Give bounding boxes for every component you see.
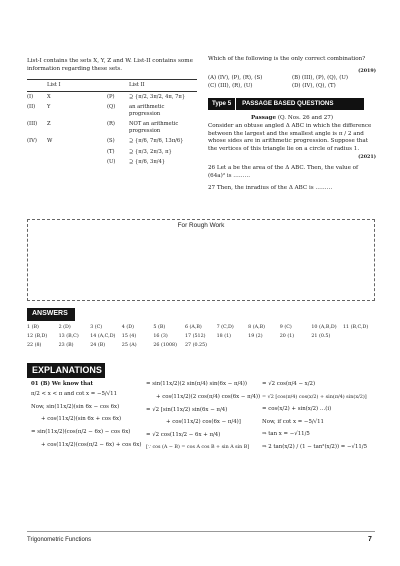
answer-item: 1 (B) [27,324,39,330]
list-problem-intro: List-I contains the sets X, Y, Z and W. List-II contains some information regarding these sets. [27,58,193,72]
list-table-cell: ⊇ {π/2, 3π/2, 4π, 7π} [129,93,186,100]
answers-grid [27,323,375,350]
answer-item: 23 (B) [58,342,74,348]
list-table-cell: (Q) [107,104,116,110]
question-text: Which of the following is the only correct combination? [208,56,366,62]
list-table-cell: (S) [107,138,115,144]
list-table-cell: (U) [107,159,116,165]
explanation-line: + cos(11x/2)(2 cos(π/4) cos(6x − π/4)) [156,393,261,400]
question-27: 27 Then, the inradius of the Δ ABC is ……… [208,184,333,191]
explanation-line: [∵ cos (A − B) = cos A cos B + sin A sin B] [146,444,250,450]
footer-chapter: Trigonometric Functions [27,537,92,543]
explanation-line: π/2 < x < π and cot x = −5/√11 [31,390,118,397]
answers-row [27,341,375,350]
list-table-header-cell [27,80,47,92]
option-a: (A) (IV), (P), (R), (S) [208,75,263,81]
list-table-header-cell: List I [47,80,107,92]
list-table-cell: ⊇ {π/6, 3π/4} [129,159,166,165]
answer-item: 24 (B) [90,342,106,348]
list-table-row [27,157,197,168]
explanation-line: = sin(11x/2)(cos(π/2 − 6x) − cos 6x) [31,429,131,435]
list-table-cell: (R) [107,121,115,127]
passage-year: (2021) [358,154,376,161]
explanation-line: = √2 [cos(π/4) cos(x/2) + sin(π/4) sin(x/2)] [262,393,367,400]
rough-work-title: For Rough Work [177,222,225,229]
option-c: (C) (III), (R), (U) [208,82,253,89]
list-table-header [27,80,197,92]
explanation-q1-head: 01 (B) We know that [31,381,93,387]
explanation-column-2 [146,381,261,457]
explanations-banner: EXPLANATIONS [27,363,105,378]
answers-banner: ANSWERS [27,308,75,321]
answer-item: 18 (1) [216,333,231,339]
list-table-cell [27,147,47,158]
list-table-cell [47,157,107,168]
answer-item: 25 (A) [121,342,137,348]
list-table-cell: (P) [107,93,115,100]
explanation-line: Now, if cot x = −5/√11 [262,418,324,425]
list-table-cell: NOT an arithmetic progression [129,121,179,134]
explanation-column-3 [262,381,376,457]
answer-item: 3 (C) [90,324,103,330]
list-table-row [27,102,197,119]
explanation-line: ⇒ tan x = −√11/5 [262,431,310,438]
answer-item: 27 (0.25) [184,342,208,348]
answer-item: 22 (8) [27,342,42,348]
explanation-line: = √2 [sin(11x/2) sin(6x − π/4) [146,406,228,413]
answer-item: 11 (B,C,D) [342,324,369,330]
option-d: (D) (IV), (Q), (T) [292,82,336,89]
list-table-cell: (III) [27,121,38,127]
list-table [27,79,197,168]
answer-item: 15 (4) [121,333,137,339]
list-table-cell: W [47,138,53,144]
list-table-cell: Y [47,104,51,110]
answer-item: 8 (A,B) [248,324,265,330]
page-number: 7 [368,536,372,543]
answer-item: 26 (1008) [153,342,177,348]
answer-item: 12 (B,D) [27,333,48,339]
type5-heading [208,98,364,110]
answer-item: 4 (D) [121,324,134,330]
question-intro [208,56,376,74]
passage-subtitle: (Q. Nos. 26 and 27) [277,115,334,121]
answer-item: 16 (3) [153,333,168,339]
list-table-row [27,136,197,147]
list-table-row [27,91,197,102]
passage-text: Consider an obtuse angled Δ ABC in which the difference between the largest and the smallest angle is π / 2 and whose sides are in arithmetic progression. Suppose that the vertices of this triangle lie on a circle of radius 1. [208,122,372,153]
answer-item: 2 (D) [58,324,71,330]
answers-row [27,332,375,341]
explanation-line: + cos(11x/2)(cos(π/2 − 6x) + cos 6x) [41,441,142,448]
answer-item: 7 (C,D) [216,324,234,330]
list-table-cell: Z [47,121,51,127]
answer-item: 6 (A,B) [184,324,202,330]
list-table-cell: an arithmetic progression [129,104,165,117]
list-table-header-cell: List II [129,80,197,92]
explanation-line: = √2 cos(π/4 − x/2) [262,381,316,387]
rough-work-box [27,219,375,301]
passage-title-line [208,115,376,123]
explanation-line: = sin(11x/2)(2 sin(π/4) sin(6x − π/4)) [146,381,247,387]
list-table-cell: (IV) [27,138,37,144]
answer-item: 9 (C) [279,324,292,330]
answer-item: 20 (1) [279,333,295,339]
footer-rule [27,531,375,532]
explanation-line: Now, sin(11x/2)(sin 6x − cos 6x) [31,403,120,410]
answer-item: 14 (A,C,D) [90,333,116,339]
explanation-line: = cos(x/2) + sin(x/2) …(i) [262,405,332,412]
list-table-cell: X [47,93,51,100]
explanation-line: + cos(11x/2) cos(6x − π/4)] [166,419,241,426]
answer-item: 19 (2) [248,333,263,339]
answer-item: 5 (B) [153,324,166,330]
answer-item: 13 (B,C) [58,333,79,339]
list-table-cell: (I) [27,93,34,100]
explanation-line: + cos(11x/2)(sin 6x + cos 6x) [41,416,122,423]
list-table-header-cell [107,80,129,92]
list-table-cell [27,157,47,168]
list-table-cell: ⊇ {π/3, 2π/3, π} [129,148,172,155]
answer-item: 17 (512) [184,333,206,339]
explanation-column-1 [31,381,141,455]
passage-block [208,115,376,192]
list-table-cell: (T) [107,148,115,155]
answer-item: 10 (A,B,D) [311,324,337,330]
list-table-row [27,119,197,136]
list-table-cell: ⊇ {π/6, 7π/6, 13π/6} [129,138,184,144]
list-table-cell: (II) [27,104,36,110]
question-26: 26 Let a be the area of the Δ ABC. Then, the value of (64a)² is ……… [208,164,359,179]
list-table-cell [47,147,107,158]
list-table-row [27,147,197,158]
explanation-line: ⇒ 2 tan(x/2) / (1 − tan²(x/2)) = −√11/5 [262,444,368,451]
question-options [208,75,376,90]
passage-title: Passage [250,115,277,121]
type5-tag: Type 5 [208,98,235,110]
question-year: (2019) [358,67,376,74]
type5-title: PASSAGE BASED QUESTIONS [236,98,364,110]
answer-item: 21 (0.5) [311,333,331,339]
explanation-line: = √2 cos(11x/2 − 6x + π/4) [146,432,221,438]
answers-row [27,323,375,332]
option-b: (B) (III), (P), (Q), (U) [292,75,348,81]
